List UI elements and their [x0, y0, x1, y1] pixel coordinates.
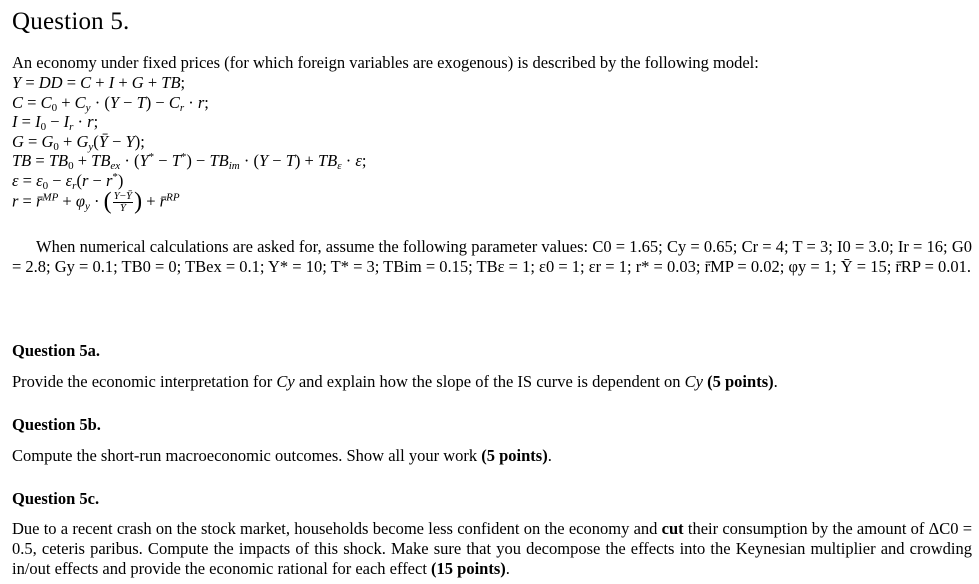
params-list: C0 = 1.65; Cy = 0.65; Cr = 4; T = 3; I0 = 3.0; Ir = 16; G0 = 2.8; Gy = 0.1; TB0 = 0; TBex = 0.1; Y* = 10; T* = 3; TBim = 0.15; TBε = 1; ε0 = 1; εr = 1; r* = 0.03; r̄MP = 0.02; φy = 1; Ȳ = 15; r̄RP = 0.01. — [12, 237, 972, 276]
q5c-heading: Question 5c. — [12, 489, 100, 508]
equation-output: Y = DD = C + I + G + TB; — [12, 73, 186, 92]
q5a-points: (5 points) — [707, 372, 774, 391]
q5a-text-middle: and explain how the slope of the IS curve is dependent on — [298, 372, 681, 391]
q5c-text: Due to a recent crash on the stock market, households become less confident on the economy and cut their consumption by the amount of ΔC0 = 0.5, ceteris paribus. Compute the impacts of this shock. Make sure that you decompose the effects into the Keynesian multiplier and crowding in/out effects and provide the economic rational for each effect (15 points). — [12, 519, 972, 578]
equation-exchange-rate: $\varepsilon = \varepsilon_0 - \varepsilon_r(r - r^*)$ — [12, 170, 124, 192]
model-equations — [12, 73, 366, 217]
question-intro: An economy under fixed prices (for which foreign variables are exogenous) is described by the following model: — [12, 53, 759, 72]
q5b-heading: Question 5b. — [12, 415, 101, 434]
params-lead: When numerical calculations are asked for, assume the following parameter values: — [36, 237, 589, 256]
q5b-points: (5 points) — [481, 446, 548, 465]
q5a-symbol: Cy — [276, 372, 295, 391]
q5a-symbol-2: Cy — [684, 372, 704, 391]
q5c-emph: cut — [661, 519, 684, 538]
q5a-heading: Question 5a. — [12, 341, 101, 360]
q5c-text-part1: Due to a recent crash on the stock market, households become less confident on the economy and — [12, 519, 658, 538]
parameter-values — [12, 237, 972, 277]
equation-government: $G = G_0$ + $G_y(Ȳ - Y)$; — [12, 131, 145, 153]
q5a-text: Provide the economic interpretation for Cy and explain how the slope of the IS curve is dependent on Cy (5 points). — [12, 372, 778, 391]
q5a-text-before: Provide the economic interpretation for — [12, 372, 273, 391]
q5b-text: Compute the short-run macroeconomic outcomes. Show all your work (5 points). — [12, 446, 552, 465]
question-title: Question 5. — [12, 8, 130, 35]
q5b-text-body: Compute the short-run macroeconomic outcomes. Show all your work — [12, 446, 478, 465]
q5c-points: (15 points) — [431, 559, 506, 578]
equation-consumption: $C = C_0 + C_y \cdot (Y - T) - C_r \cdot r$; — [12, 92, 209, 114]
equation-interest-rate: r = r̄$^{MP}$ + $\varphi_y$ · ( $\frac{Y-Ȳ}{Ȳ}$ ) + r̄$^{RP}$ — [12, 187, 180, 214]
equation-trade-balance: TB = $TB_0 + TB_{ex} \cdot (Y^* - T^*) - TB_{im} \cdot (Y - T) + TB_\varepsilon \cdot \varepsilon$; — [12, 151, 367, 173]
q5c-text-part2: their consumption by the amount of ΔC0 = 0.5, ceteris paribus. Compute the impacts of this shock. Make sure that you decompose the effects into the Keynesian multiplier and crowding in/out effects and provide the economic rational for each effect — [12, 519, 972, 578]
equation-investment: $I = I_0 - I_r \cdot r$; — [12, 112, 99, 134]
